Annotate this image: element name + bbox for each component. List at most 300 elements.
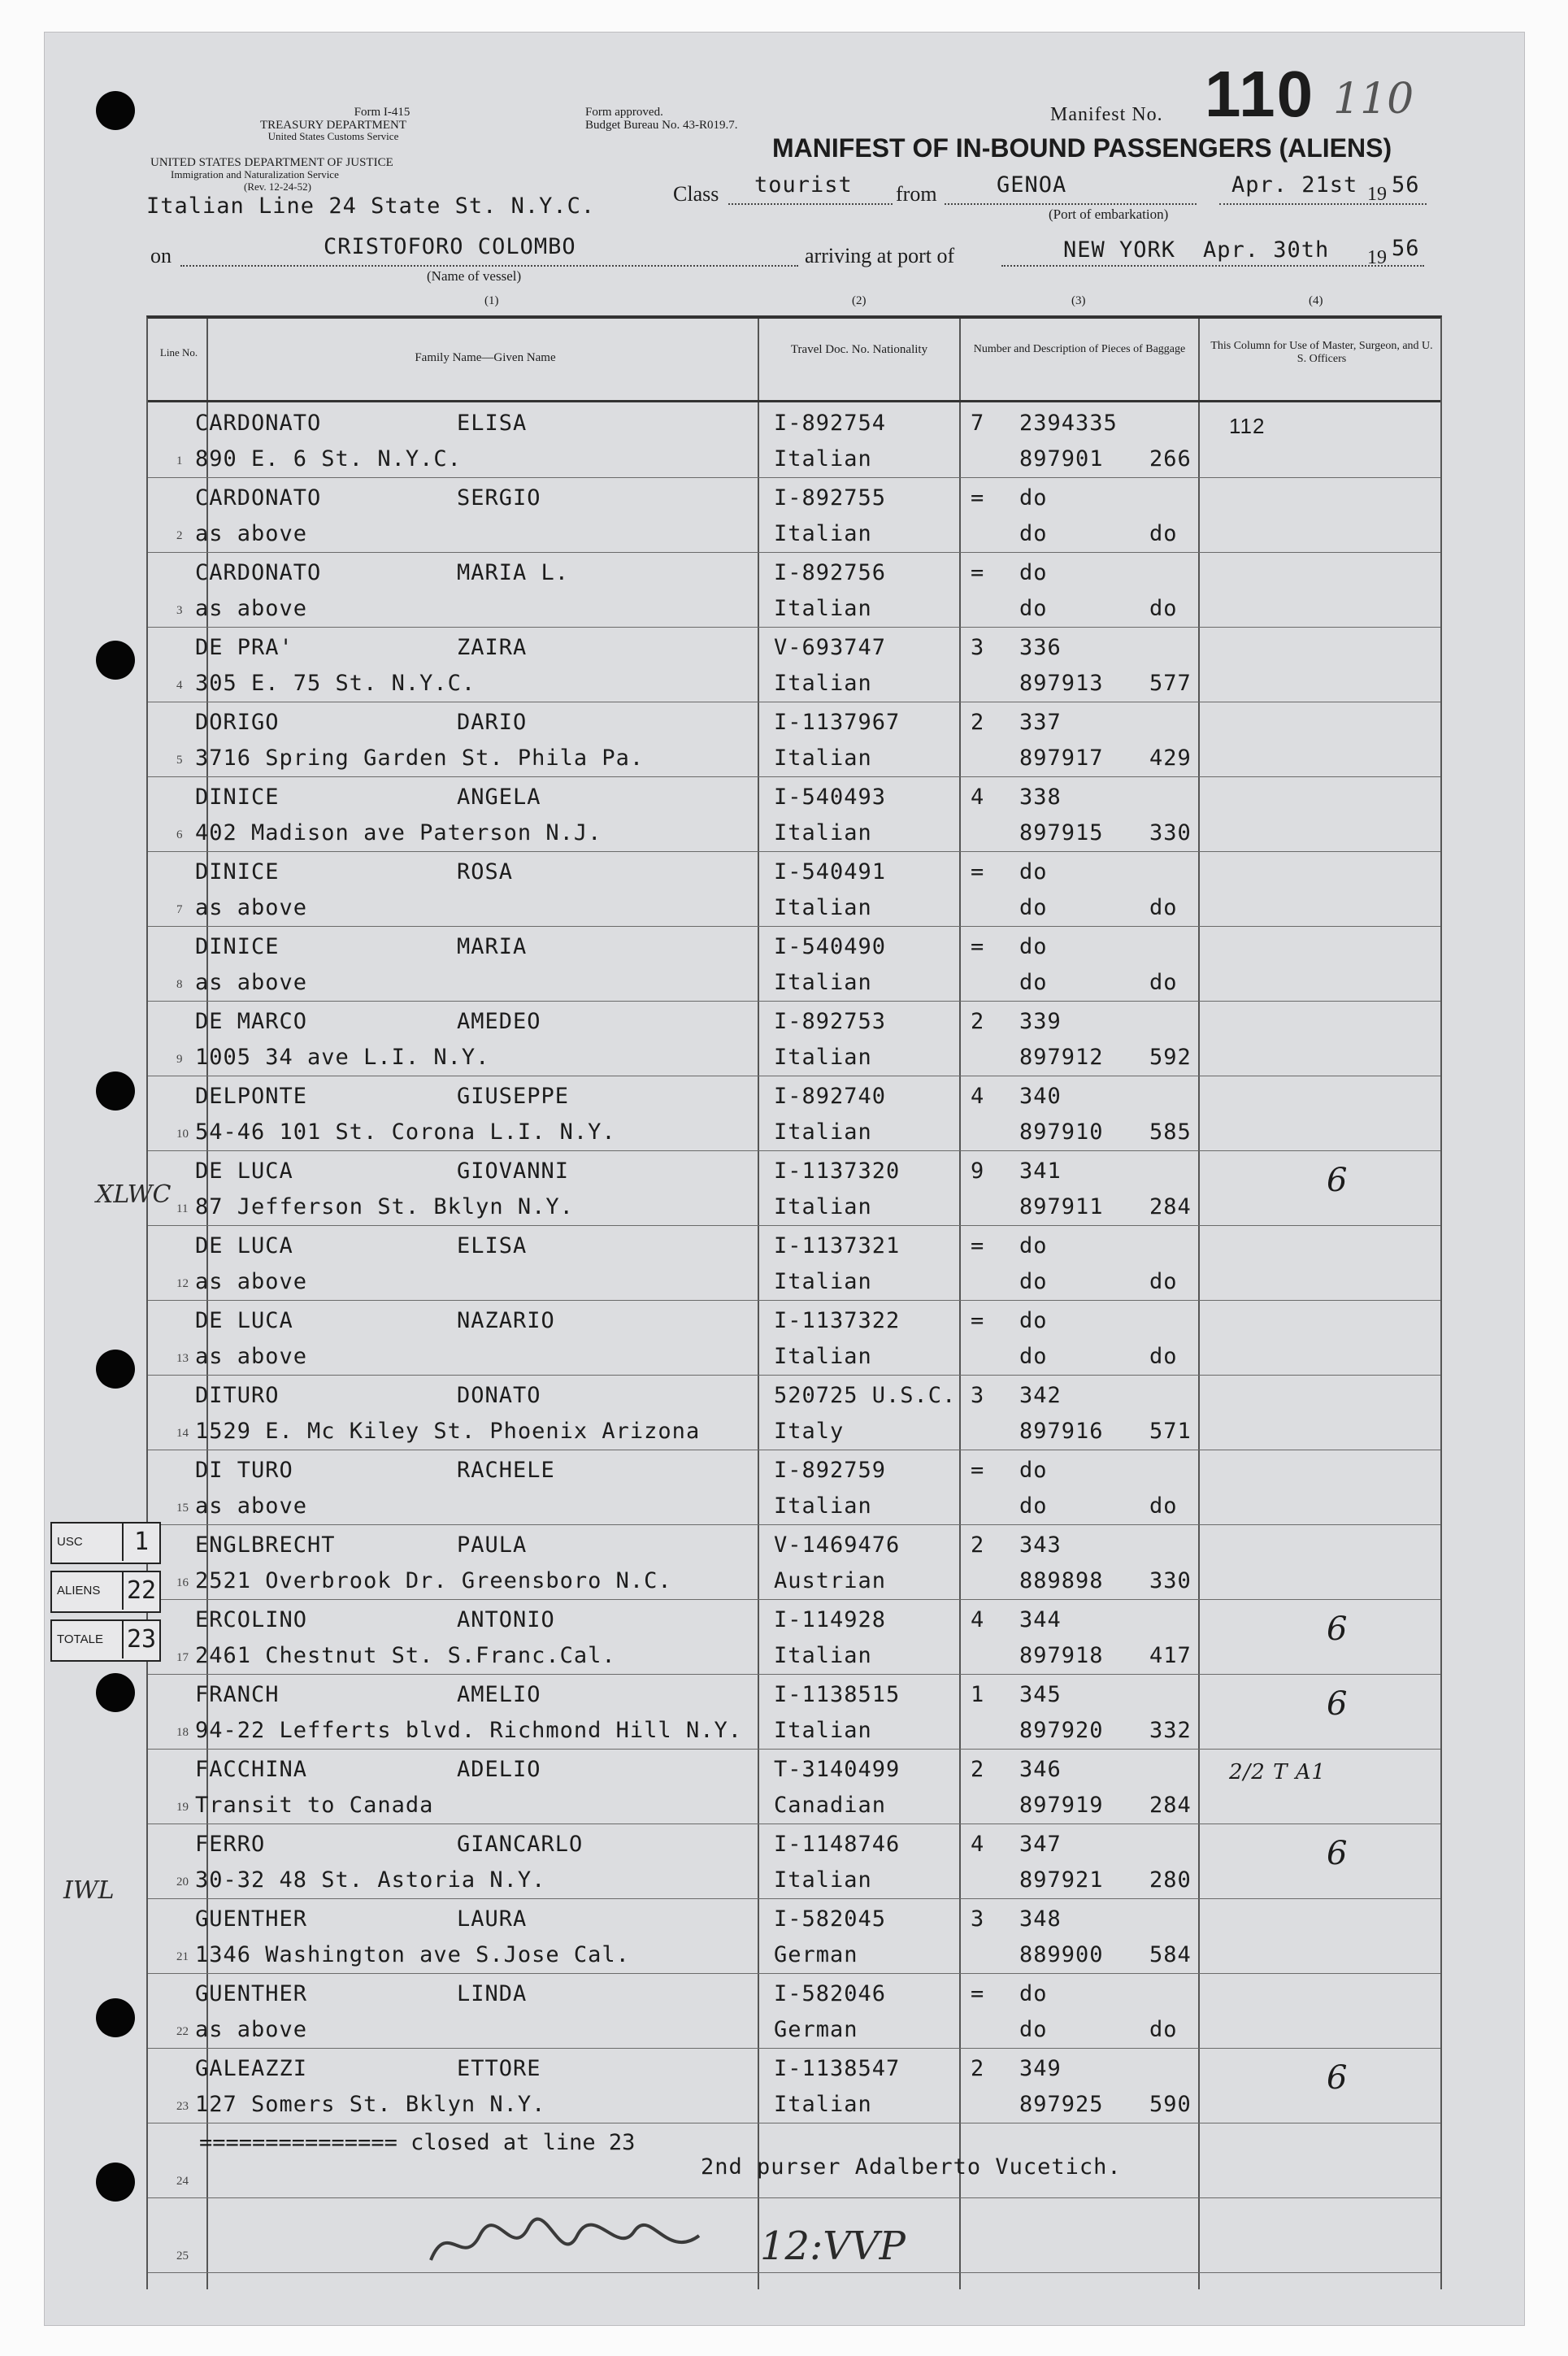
usc-label: USC — [57, 1535, 83, 1549]
family-name: CARDONATO — [195, 560, 322, 585]
baggage-weight: 577 — [1149, 671, 1192, 696]
baggage-tag: 897919 — [1019, 1793, 1104, 1818]
baggage-tag: do — [1019, 895, 1048, 920]
line-number: 6 — [176, 828, 183, 841]
line-number: 4 — [176, 679, 183, 692]
table-row — [148, 1674, 1440, 1750]
line-number: 11 — [176, 1202, 189, 1215]
baggage-pieces: 2 — [971, 1532, 985, 1558]
officer-note: 6 — [1327, 1162, 1349, 1199]
travel-doc-number: T-3140499 — [774, 1757, 901, 1782]
depart-year: 56 — [1392, 172, 1420, 198]
address: as above — [195, 596, 308, 621]
baggage-tag: do — [1019, 2017, 1048, 2042]
aliens-tally — [50, 1571, 161, 1613]
address: 3716 Spring Garden St. Phila Pa. — [195, 745, 645, 771]
baggage-pieces: 4 — [971, 1832, 985, 1857]
baggage-tag: do — [1019, 521, 1048, 546]
table-row — [148, 1150, 1440, 1226]
line-number: 8 — [176, 978, 183, 991]
baggage-tag: 897910 — [1019, 1119, 1104, 1145]
officer-note: 6 — [1327, 1611, 1349, 1648]
table-row — [148, 2048, 1440, 2123]
baggage-pieces: = — [971, 485, 985, 511]
nationality: Canadian — [774, 1793, 887, 1818]
depart-date: Apr. 21st — [1231, 172, 1358, 198]
family-name: DI TURO — [195, 1458, 293, 1483]
line-number: 5 — [176, 754, 183, 767]
line-number: 20 — [176, 1876, 189, 1889]
customs-service: United States Customs Service — [267, 130, 399, 142]
baggage-pieces: = — [971, 560, 985, 585]
aliens-label: ALIENS — [57, 1584, 101, 1597]
baggage-number: 337 — [1019, 710, 1062, 735]
given-name: GIUSEPPE — [457, 1084, 570, 1109]
baggage-number: 343 — [1019, 1532, 1062, 1558]
line-number: 9 — [176, 1053, 183, 1066]
address: 305 E. 75 St. N.Y.C. — [195, 671, 476, 696]
given-name: LINDA — [457, 1981, 528, 2006]
nationality: Italian — [774, 1119, 872, 1145]
travel-doc-number: I-892753 — [774, 1009, 887, 1034]
baggage-tag: 889900 — [1019, 1942, 1104, 1967]
address: 54-46 101 St. Corona L.I. N.Y. — [195, 1119, 616, 1145]
table-row — [148, 1450, 1440, 1525]
class-value: tourist — [754, 172, 853, 198]
travel-doc-number: I-1137321 — [774, 1233, 901, 1258]
punch-hole — [96, 641, 135, 680]
baggage-weight: do — [1149, 970, 1178, 995]
table-row — [148, 1524, 1440, 1600]
baggage-number: 346 — [1019, 1757, 1062, 1782]
line-number: 7 — [176, 903, 183, 916]
arrival-date: Apr. 30th — [1203, 237, 1330, 263]
table-row — [148, 776, 1440, 852]
baggage-tag: 897913 — [1019, 671, 1104, 696]
table-row — [148, 1749, 1440, 1824]
handwritten-initials: 12:VVP — [760, 2223, 906, 2269]
travel-doc-number: I-540493 — [774, 785, 887, 810]
nationality: Italian — [774, 596, 872, 621]
baggage-number: 338 — [1019, 785, 1062, 810]
family-name: FRANCH — [195, 1682, 280, 1707]
address: as above — [195, 970, 308, 995]
family-name: DORIGO — [195, 710, 280, 735]
given-name: ADELIO — [457, 1757, 541, 1782]
family-name: FERRO — [195, 1832, 266, 1857]
purser-signature: 2nd purser Adalberto Vucetich. — [701, 2154, 1122, 2180]
family-name: DE PRA' — [195, 635, 293, 660]
baggage-pieces: 4 — [971, 1084, 985, 1109]
line-number: 14 — [176, 1427, 189, 1440]
family-name: DINICE — [195, 859, 280, 885]
given-name: DONATO — [457, 1383, 541, 1408]
family-name: ERCOLINO — [195, 1607, 308, 1632]
address: as above — [195, 1493, 308, 1519]
travel-doc-number: I-1148746 — [774, 1832, 901, 1857]
usc-count: 1 — [122, 1524, 159, 1561]
from-label: from — [896, 182, 937, 206]
punch-hole — [96, 1350, 135, 1389]
given-name: PAULA — [457, 1532, 528, 1558]
ins-label: Immigration and Naturalization Service — [171, 168, 339, 180]
baggage-weight: do — [1149, 1493, 1178, 1519]
aliens-count: 22 — [122, 1572, 159, 1610]
baggage-weight: 330 — [1149, 1568, 1192, 1593]
col-num-1: (1) — [484, 294, 499, 307]
arrival-port: NEW YORK — [1063, 237, 1176, 263]
travel-doc-number: I-540491 — [774, 859, 887, 885]
officer-note: 6 — [1327, 2059, 1349, 2097]
officer-note: 6 — [1327, 1835, 1349, 1872]
baggage-number: 348 — [1019, 1906, 1062, 1932]
line-number: 18 — [176, 1726, 189, 1739]
punch-hole — [96, 1673, 135, 1712]
baggage-number: do — [1019, 1458, 1048, 1483]
year-prefix: 19 — [1367, 184, 1387, 205]
baggage-number: do — [1019, 1233, 1048, 1258]
travel-doc-number: I-892740 — [774, 1084, 887, 1109]
line-number: 10 — [176, 1128, 189, 1141]
line-number: 19 — [176, 1801, 189, 1814]
baggage-pieces: 2 — [971, 1009, 985, 1034]
baggage-number: do — [1019, 859, 1048, 885]
line-number: 2 — [176, 529, 183, 542]
arrival-year: 56 — [1392, 236, 1420, 261]
table-row — [148, 1375, 1440, 1450]
baggage-pieces: 1 — [971, 1682, 985, 1707]
total-label: TOTALE — [57, 1632, 103, 1646]
family-name: FACCHINA — [195, 1757, 308, 1782]
travel-doc-number: 520725 U.S.C. — [774, 1383, 957, 1408]
address: 402 Madison ave Paterson N.J. — [195, 820, 602, 845]
on-label: on — [150, 244, 172, 267]
baggage-pieces: = — [971, 934, 985, 959]
baggage-tag: do — [1019, 970, 1048, 995]
table-row — [148, 477, 1440, 553]
margin-note-row11: XLWC — [96, 1180, 172, 1209]
line-number: 15 — [176, 1502, 189, 1515]
punch-hole — [96, 1072, 135, 1111]
usc-tally — [50, 1522, 161, 1564]
baggage-pieces: = — [971, 1981, 985, 2006]
table-row — [148, 926, 1440, 1002]
travel-doc-number: I-892756 — [774, 560, 887, 585]
punch-hole — [96, 1998, 135, 2037]
given-name: ANTONIO — [457, 1607, 555, 1632]
baggage-tag: 897918 — [1019, 1643, 1104, 1668]
family-name: DELPONTE — [195, 1084, 308, 1109]
line-number: 17 — [176, 1651, 189, 1664]
given-name: AMEDEO — [457, 1009, 541, 1034]
header-officers: This Column for Use of Master, Surgeon, and U. S. Officers — [1210, 340, 1433, 365]
table-row — [148, 1300, 1440, 1376]
baggage-tag: do — [1019, 1344, 1048, 1369]
family-name: GUENTHER — [195, 1981, 308, 2006]
header-line-no: Line No. — [159, 346, 198, 359]
nationality: Italian — [774, 1493, 872, 1519]
baggage-weight: do — [1149, 521, 1178, 546]
arriving-label: arriving at port of — [805, 244, 955, 267]
table-row — [148, 851, 1440, 927]
address: 87 Jefferson St. Bklyn N.Y. — [195, 1194, 574, 1219]
family-name: CARDONATO — [195, 485, 322, 511]
baggage-tag: 897921 — [1019, 1867, 1104, 1893]
line-number: 3 — [176, 604, 183, 617]
embark-port-note: (Port of embarkation) — [1049, 206, 1169, 222]
officer-note: 6 — [1327, 1685, 1349, 1723]
baggage-tag: do — [1019, 1269, 1048, 1294]
line-number: 16 — [176, 1576, 189, 1589]
family-name: DE LUCA — [195, 1233, 293, 1258]
address: as above — [195, 2017, 308, 2042]
table-row — [148, 1001, 1440, 1076]
line-number: 22 — [176, 2025, 189, 2038]
baggage-tag: 897915 — [1019, 820, 1104, 845]
given-name: NAZARIO — [457, 1308, 555, 1333]
table-row — [148, 1898, 1440, 1974]
family-name: DE LUCA — [195, 1308, 293, 1333]
header-name: Family Name—Given Name — [415, 351, 556, 364]
baggage-number: do — [1019, 560, 1048, 585]
table-row — [148, 702, 1440, 777]
family-name: DE LUCA — [195, 1158, 293, 1184]
table-row — [148, 1225, 1440, 1301]
baggage-pieces: = — [971, 1308, 985, 1333]
form-number: Form I-415 — [354, 106, 410, 119]
col-num-3: (3) — [1071, 294, 1086, 307]
header-baggage: Number and Description of Pieces of Baggage — [973, 343, 1186, 355]
baggage-weight: 284 — [1149, 1793, 1192, 1818]
closed-at-line: =============== closed at line 23 — [199, 2130, 636, 2155]
baggage-number: do — [1019, 485, 1048, 511]
baggage-weight: do — [1149, 1269, 1178, 1294]
baggage-number: 341 — [1019, 1158, 1062, 1184]
address: as above — [195, 521, 308, 546]
total-tally — [50, 1619, 161, 1662]
baggage-pieces: 4 — [971, 785, 985, 810]
address: 94-22 Lefferts blvd. Richmond Hill N.Y. — [195, 1718, 742, 1743]
nationality: Italian — [774, 1194, 872, 1219]
baggage-pieces: 9 — [971, 1158, 985, 1184]
handwritten-signature — [423, 2211, 715, 2276]
given-name: LAURA — [457, 1906, 528, 1932]
punch-hole — [96, 2163, 135, 2202]
baggage-tag: 889898 — [1019, 1568, 1104, 1593]
given-name: GIOVANNI — [457, 1158, 570, 1184]
address: 127 Somers St. Bklyn N.Y. — [195, 2092, 546, 2117]
baggage-number: 345 — [1019, 1682, 1062, 1707]
nationality: Italian — [774, 521, 872, 546]
baggage-number: do — [1019, 1981, 1048, 2006]
family-name: DITURO — [195, 1383, 280, 1408]
baggage-weight: 585 — [1149, 1119, 1192, 1145]
baggage-number: 344 — [1019, 1607, 1062, 1632]
baggage-weight: 284 — [1149, 1194, 1192, 1219]
treasury-dept: TREASURY DEPARTMENT — [259, 119, 407, 132]
nationality: Italian — [774, 446, 872, 472]
address: as above — [195, 1344, 308, 1369]
baggage-pieces: 7 — [971, 411, 985, 436]
baggage-number: 340 — [1019, 1084, 1062, 1109]
year-prefix-2: 19 — [1367, 247, 1387, 268]
given-name: ROSA — [457, 859, 514, 885]
embark-port: GENOA — [997, 172, 1067, 198]
baggage-weight: 280 — [1149, 1867, 1192, 1893]
nationality: Italian — [774, 1718, 872, 1743]
given-name: RACHELE — [457, 1458, 555, 1483]
doj-label: UNITED STATES DEPARTMENT OF JUSTICE — [150, 156, 393, 169]
family-name: DE MARCO — [195, 1009, 308, 1034]
given-name: ELISA — [457, 1233, 528, 1258]
travel-doc-number: I-892759 — [774, 1458, 887, 1483]
baggage-tag: 897925 — [1019, 2092, 1104, 2117]
baggage-weight: do — [1149, 1344, 1178, 1369]
baggage-tag: 897917 — [1019, 745, 1104, 771]
family-name: DINICE — [195, 785, 280, 810]
given-name: AMELIO — [457, 1682, 541, 1707]
nationality: Italian — [774, 2092, 872, 2117]
baggage-pieces: = — [971, 1458, 985, 1483]
line-number: 13 — [176, 1352, 189, 1365]
baggage-weight: do — [1149, 2017, 1178, 2042]
nationality: German — [774, 1942, 858, 1967]
travel-doc-number: I-1137320 — [774, 1158, 901, 1184]
budget-bureau: Budget Bureau No. 43-R019.7. — [585, 119, 738, 132]
baggage-weight: 590 — [1149, 2092, 1192, 2117]
travel-doc-number: I-540490 — [774, 934, 887, 959]
travel-doc-number: I-114928 — [774, 1607, 887, 1632]
baggage-weight: 330 — [1149, 820, 1192, 845]
nationality: Italian — [774, 671, 872, 696]
given-name: ZAIRA — [457, 635, 528, 660]
address: 30-32 48 St. Astoria N.Y. — [195, 1867, 546, 1893]
nationality: Italian — [774, 895, 872, 920]
baggage-number: do — [1019, 1308, 1048, 1333]
address: 1005 34 ave L.I. N.Y. — [195, 1045, 490, 1070]
baggage-number: 2394335 — [1019, 411, 1118, 436]
given-name: SERGIO — [457, 485, 541, 511]
family-name: ENGLBRECHT — [195, 1532, 336, 1558]
nationality: Italian — [774, 1643, 872, 1668]
given-name: MARIA L. — [457, 560, 570, 585]
baggage-number: 339 — [1019, 1009, 1062, 1034]
officer-note: 112 — [1229, 414, 1266, 438]
nationality: Austrian — [774, 1568, 887, 1593]
baggage-number: 347 — [1019, 1832, 1062, 1857]
baggage-tag: 897912 — [1019, 1045, 1104, 1070]
table-row — [148, 552, 1440, 628]
travel-doc-number: I-1138547 — [774, 2056, 901, 2081]
family-name: GUENTHER — [195, 1906, 308, 1932]
table-row — [148, 1076, 1440, 1151]
nationality: Italian — [774, 970, 872, 995]
address: as above — [195, 895, 308, 920]
baggage-weight: do — [1149, 895, 1178, 920]
nationality: Italian — [774, 820, 872, 845]
baggage-weight: 332 — [1149, 1718, 1192, 1743]
baggage-pieces: 3 — [971, 1906, 985, 1932]
baggage-pieces: 4 — [971, 1607, 985, 1632]
travel-doc-number: V-693747 — [774, 635, 887, 660]
baggage-weight: 417 — [1149, 1643, 1192, 1668]
manifest-number-stamp: 110 — [1205, 58, 1315, 130]
travel-doc-number: I-582045 — [774, 1906, 887, 1932]
baggage-tag: 897901 — [1019, 446, 1104, 472]
revision-label: (Rev. 12-24-52) — [244, 180, 311, 193]
line-number: 21 — [176, 1950, 189, 1963]
nationality: German — [774, 2017, 858, 2042]
passenger-table — [146, 315, 1442, 2289]
closed-text: closed at line 23 — [410, 2130, 636, 2155]
margin-note-row20: IWL — [63, 1876, 115, 1905]
nationality: Italian — [774, 1867, 872, 1893]
address: Transit to Canada — [195, 1793, 434, 1818]
table-row — [148, 627, 1440, 702]
class-label: Class — [673, 182, 719, 206]
baggage-tag: 897916 — [1019, 1419, 1104, 1444]
given-name: MARIA — [457, 934, 528, 959]
address: 2521 Overbrook Dr. Greensboro N.C. — [195, 1568, 672, 1593]
form-approved: Form approved. — [585, 106, 663, 119]
table-row — [148, 1973, 1440, 2049]
line-number: 24 — [176, 2175, 189, 2188]
baggage-weight: 592 — [1149, 1045, 1192, 1070]
header-travel-doc: Travel Doc. No. Nationality — [790, 343, 928, 356]
given-name: GIANCARLO — [457, 1832, 584, 1857]
travel-doc-number: I-1137322 — [774, 1308, 901, 1333]
baggage-weight: 429 — [1149, 745, 1192, 771]
manifest-number-handwritten: 110 — [1333, 75, 1414, 124]
vessel-name: CRISTOFORO COLOMBO — [324, 234, 576, 259]
officer-note: 2/2 T A1 — [1229, 1760, 1327, 1784]
baggage-pieces: = — [971, 1233, 985, 1258]
steamship-line: Italian Line 24 State St. N.Y.C. — [146, 193, 596, 219]
baggage-tag: do — [1019, 1493, 1048, 1519]
col-num-2: (2) — [852, 294, 867, 307]
table-row — [148, 1824, 1440, 1899]
line-number: 1 — [176, 454, 183, 467]
address: 2461 Chestnut St. S.Franc.Cal. — [195, 1643, 616, 1668]
baggage-pieces: 2 — [971, 2056, 985, 2081]
baggage-number: 342 — [1019, 1383, 1062, 1408]
line-number: 25 — [176, 2250, 189, 2263]
table-row — [148, 402, 1440, 478]
nationality: Italian — [774, 1045, 872, 1070]
vessel-note: (Name of vessel) — [427, 268, 522, 284]
travel-doc-number: I-582046 — [774, 1981, 887, 2006]
baggage-weight: 584 — [1149, 1942, 1192, 1967]
given-name: ELISA — [457, 411, 528, 436]
baggage-tag: do — [1019, 596, 1048, 621]
total-count: 23 — [122, 1621, 159, 1658]
travel-doc-number: I-1138515 — [774, 1682, 901, 1707]
manifest-title: MANIFEST OF IN-BOUND PASSENGERS (ALIENS) — [772, 133, 1392, 163]
family-name: CARDONATO — [195, 411, 322, 436]
table-row — [148, 1599, 1440, 1675]
nationality: Italian — [774, 745, 872, 771]
baggage-tag: 897920 — [1019, 1718, 1104, 1743]
baggage-pieces: = — [971, 859, 985, 885]
col-num-4: (4) — [1309, 294, 1323, 307]
baggage-number: do — [1019, 934, 1048, 959]
address: 890 E. 6 St. N.Y.C. — [195, 446, 462, 472]
baggage-pieces: 3 — [971, 1383, 985, 1408]
baggage-number: 336 — [1019, 635, 1062, 660]
given-name: ANGELA — [457, 785, 541, 810]
baggage-weight: 266 — [1149, 446, 1192, 472]
given-name: DARIO — [457, 710, 528, 735]
